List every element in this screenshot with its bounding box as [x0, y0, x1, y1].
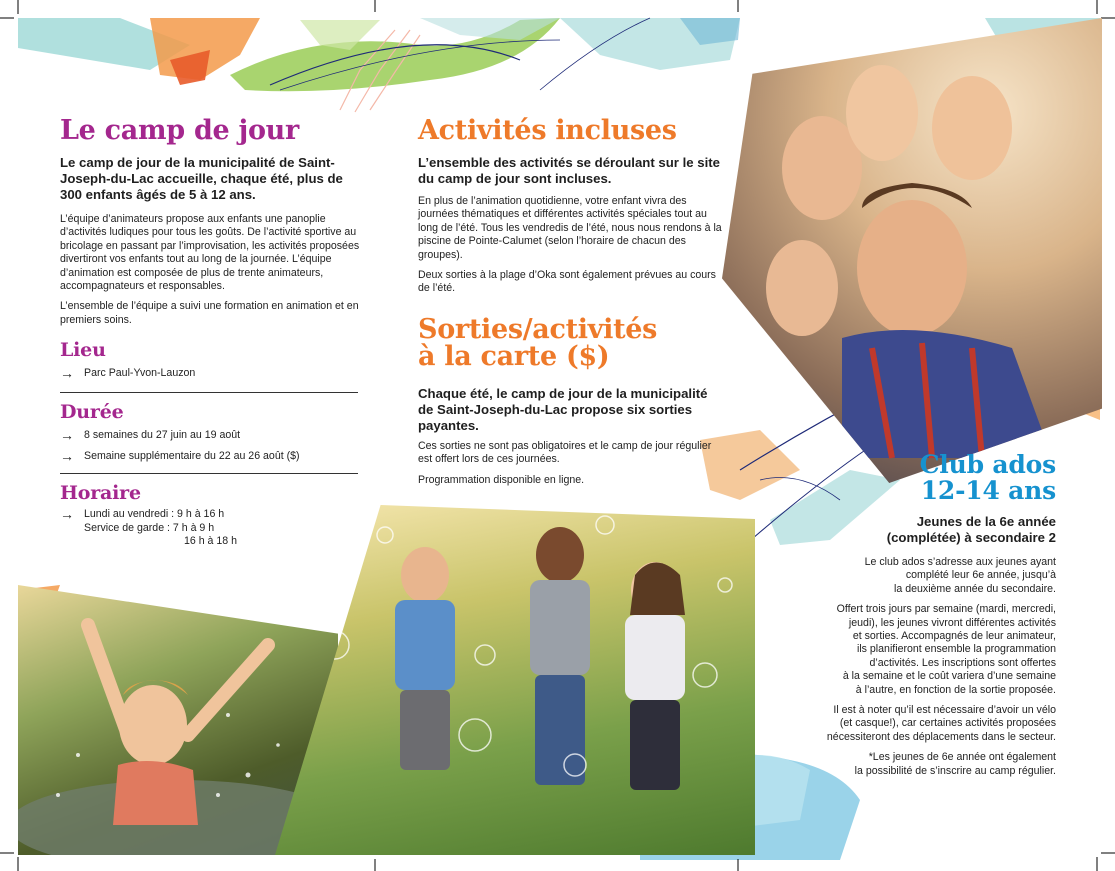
horaire-line-1: Lundi au vendredi : 9 h à 16 h [84, 508, 225, 521]
club-p2-line: ils planifieront ensemble la programmation [856, 643, 1056, 656]
lieu-text: Parc Paul-Yvon-Lauzon [84, 367, 196, 380]
horaire-line-2: Service de garde : 7 h à 9 h [84, 521, 215, 534]
club-subtitle-line-2: (complétée) à secondaire 2 [886, 530, 1056, 545]
club-paragraph-4 [776, 751, 1056, 778]
camp-paragraph-1: L’équipe d’animateurs propose aux enfants une panoplie d’activités ludiques pour tous les goûts. De l’activité sportive au bricolage en passant par l’improvisation, les activités proposées divertiront vos enfants tout au long de la journée. L’équipe d’animation est composée de plus de trente animateurs, accompagnateurs et responsables. [60, 213, 360, 293]
duree-text: 8 semaines du 27 juin au 19 août [84, 428, 241, 441]
club-p3-line: Il est à noter qu’il est nécessaire d’avoir un vélo [833, 704, 1056, 717]
activites-paragraph-2: Deux sorties à la plage d’Oka sont également prévues au cours de l’été. [418, 269, 716, 295]
horaire-item [60, 508, 360, 548]
club-paragraph-1 [776, 556, 1056, 596]
club-paragraph-2 [776, 603, 1056, 697]
club-p2-line: d’activités. Les inscriptions sont offertes [869, 656, 1056, 669]
club-p1-line: complété leur 6e année, jusqu’à [905, 569, 1056, 582]
activites-section [418, 115, 723, 487]
camp-lead: Le camp de jour de la municipalité de Saint-Joseph-du-Lac accueille, chaque été, plus de 300 enfants âgés de 5 à 12 ans. [60, 155, 343, 202]
club-ados-section [776, 452, 1056, 778]
activites-paragraph-1: En plus de l’animation quotidienne, votre enfant vivra des journées thématiques et différentes activités spéciales tout au long de l’été. Tous les vendredis de l’été, nous nous rendons à la piscine de Pointe-Calumet (selon l’horaire de chacun des groupes). [418, 195, 722, 261]
lieu-heading: Lieu [60, 339, 106, 362]
club-p2-line: jeudi), les jeunes vivront différentes activités [848, 616, 1056, 629]
activites-title: Activités incluses [418, 115, 677, 146]
club-p2-line: à la semaine et le coût variera d’une semaine [842, 670, 1056, 683]
club-p4-line: la possibilité de s’inscrire au camp régulier. [854, 764, 1056, 777]
club-p3-line: nécessiteront des déplacements dans le secteur. [826, 730, 1056, 743]
camp-title: Le camp de jour [60, 115, 299, 146]
horaire-text [84, 508, 237, 548]
club-p2-line: et sorties. Accompagnés de leur animateur, [852, 630, 1056, 643]
arrow-right-icon: → [60, 448, 74, 465]
arrow-right-icon: → [60, 426, 74, 443]
club-p1-line: la deuxième année du secondaire. [894, 582, 1056, 595]
club-title-line-2: 12-14 ans [920, 476, 1056, 505]
duree-item [60, 450, 360, 463]
camp-de-jour-section [60, 115, 360, 549]
sorties-title [418, 313, 723, 372]
arrow-right-icon: → [60, 506, 74, 523]
club-p4-line: *Les jeunes de 6e année ont également [868, 751, 1056, 764]
club-title-line-1: Club ados [919, 450, 1056, 479]
sorties-title-line-2: à la carte ($) [418, 340, 610, 372]
club-p1-line: Le club ados s’adresse aux jeunes ayant [864, 556, 1056, 568]
lieu-item [60, 367, 360, 380]
activites-lead: L’ensemble des activités se déroulant sur le site du camp de jour sont incluses. [418, 155, 720, 186]
duree-item [60, 426, 360, 443]
horaire-line-3: 16 h à 18 h [184, 535, 238, 548]
duree-text: Semaine supplémentaire du 22 au 26 août ($) [84, 450, 300, 463]
club-title [776, 452, 1056, 504]
divider [60, 473, 358, 474]
sorties-lead: Chaque été, le camp de jour de la municipalité de Saint-Joseph-du-Lac propose six sorties payantes. [418, 385, 708, 433]
sorties-paragraph-2: Programmation disponible en ligne. [418, 473, 585, 486]
arrow-right-icon: → [60, 365, 74, 382]
club-p3-line: (et casque!), car certaines activités proposées [839, 717, 1056, 730]
club-subtitle-line-1: Jeunes de la 6e année [916, 514, 1056, 529]
club-p2-line: à l’autre, en fonction de la sortie proposée. [855, 683, 1056, 696]
divider [60, 392, 358, 393]
club-p2-line: Offert trois jours par semaine (mardi, mercredi, [836, 603, 1056, 616]
duree-heading: Durée [60, 400, 124, 423]
sorties-title-line-1: Sorties/activités [418, 313, 658, 345]
sorties-paragraph-1: Ces sorties ne sont pas obligatoires et le camp de jour régulier est offert lors de ces journées. [418, 439, 712, 466]
horaire-heading: Horaire [60, 482, 141, 505]
club-subtitle [776, 514, 1056, 546]
camp-paragraph-2: L’ensemble de l’équipe a suivi une formation en animation et en premiers soins. [60, 300, 359, 326]
club-paragraph-3 [776, 704, 1056, 744]
